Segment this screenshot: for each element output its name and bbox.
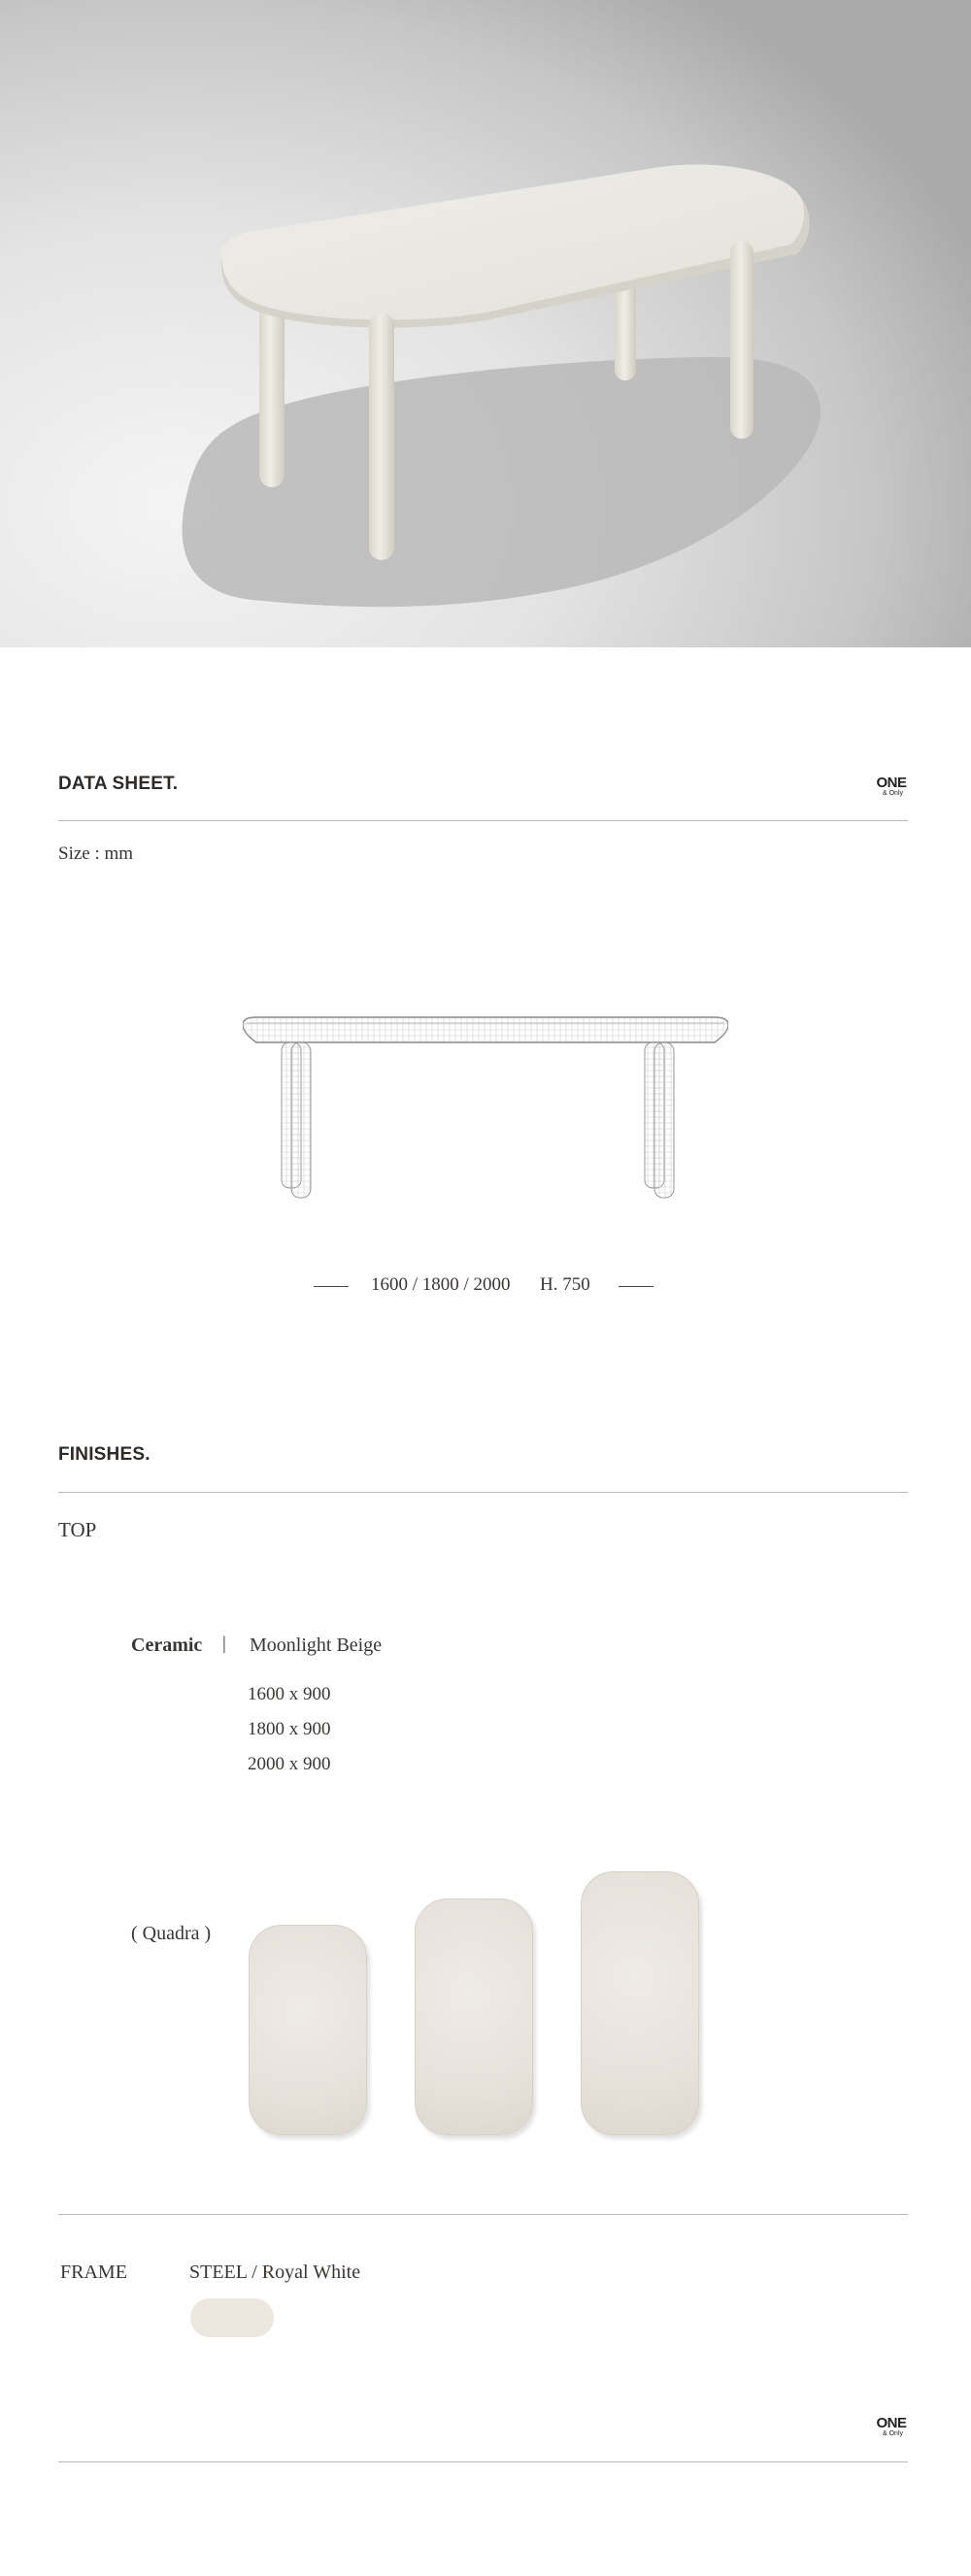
- top-swatch-1600: [249, 1925, 367, 2135]
- logo-sub: & Only: [883, 790, 904, 797]
- top-color-name: Moonlight Beige: [250, 1635, 383, 1656]
- top-label: TOP: [58, 1518, 97, 1541]
- drawing-leg: [291, 1042, 311, 1198]
- top-swatch-2000: [581, 1871, 699, 2135]
- dimension-height: H. 750: [540, 1274, 590, 1295]
- frame-color-swatch: [190, 2298, 274, 2337]
- divider: [58, 2214, 908, 2215]
- brand-logo-footer: [871, 2416, 912, 2438]
- table-technical-drawing: [243, 1009, 728, 1233]
- size-option: 1600 x 900: [248, 1684, 331, 1704]
- table-illustration: [0, 0, 971, 647]
- dimension-line-right: [619, 1286, 653, 1287]
- datasheet-title: DATA SHEET.: [58, 774, 179, 794]
- table-leg: [730, 241, 753, 439]
- size-option: 2000 x 900: [248, 1754, 331, 1774]
- divider: [58, 2461, 908, 2462]
- top-swatch-1800: [415, 1899, 533, 2135]
- dimension-line-left: [314, 1286, 349, 1287]
- logo-main: ONE: [876, 2415, 907, 2431]
- logo-main: ONE: [876, 775, 907, 791]
- drawing-tabletop: [243, 1017, 728, 1042]
- divider: [58, 820, 908, 821]
- drawing-leg: [654, 1042, 674, 1198]
- dimension-width: 1600 / 1800 / 2000: [371, 1274, 511, 1295]
- logo-sub: & Only: [883, 2430, 904, 2437]
- size-option: 1800 x 900: [248, 1719, 331, 1739]
- separator: |: [222, 1634, 226, 1654]
- top-material: Ceramic: [131, 1635, 203, 1656]
- frame-material: STEEL / Royal White: [189, 2262, 361, 2283]
- shape-label: ( Quadra ): [131, 1923, 212, 1944]
- brand-logo: [871, 776, 912, 798]
- frame-label: FRAME: [60, 2262, 127, 2283]
- table-top-surface: [221, 165, 804, 320]
- divider: [58, 1492, 908, 1493]
- product-photo: [0, 0, 971, 647]
- table-leg: [369, 313, 394, 560]
- finishes-title: FINISHES.: [58, 1444, 151, 1465]
- size-unit-label: Size : mm: [58, 843, 134, 864]
